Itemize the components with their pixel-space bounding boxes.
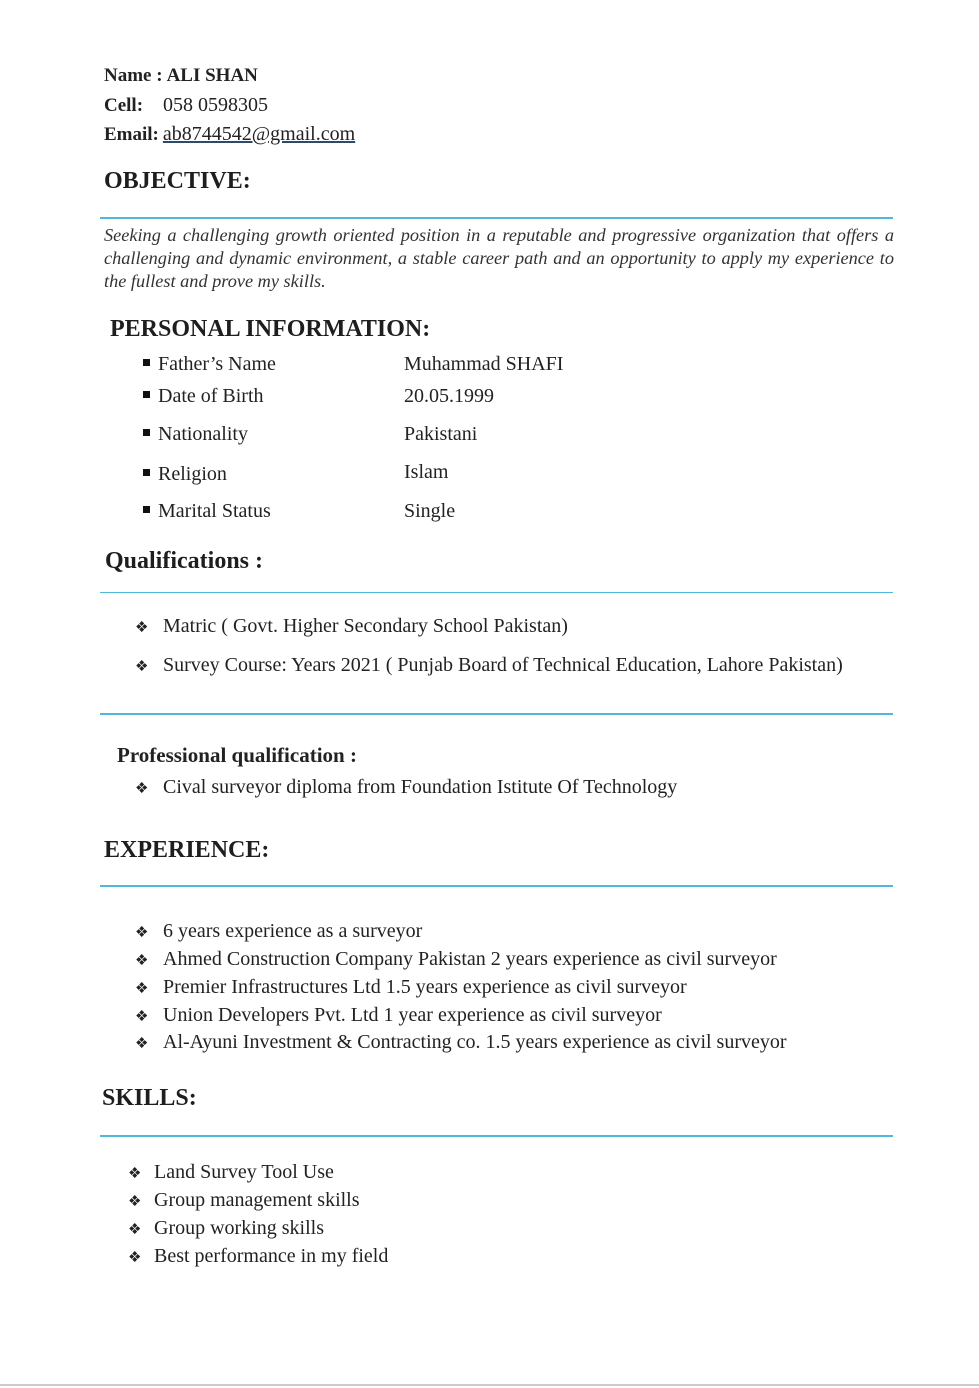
diamond-bullet-icon: ❖: [135, 1036, 149, 1052]
list-item: [128, 1245, 388, 1268]
list-item: [128, 1217, 324, 1240]
item-text: Al-Ayuni Investment & Contracting co. 1.5 years experience as civil surveyor: [163, 1031, 787, 1053]
square-bullet-icon: [143, 506, 150, 513]
cell-value: 058 0598305: [163, 94, 269, 116]
field-value: Muhammad SHAFI: [404, 353, 564, 375]
list-item: [143, 463, 227, 486]
diamond-bullet-icon: ❖: [135, 781, 149, 797]
item-text: 6 years experience as a surveyor: [163, 920, 423, 942]
list-item: [143, 500, 271, 523]
diamond-bullet-icon: ❖: [135, 953, 149, 969]
experience-heading: EXPERIENCE:: [104, 837, 270, 863]
list-item: [135, 615, 568, 638]
item-text: Group working skills: [154, 1217, 324, 1239]
field-label: Father’s Name: [158, 353, 276, 375]
list-item: [128, 1189, 360, 1212]
diamond-bullet-icon: ❖: [128, 1250, 142, 1266]
item-text: Best performance in my field: [154, 1245, 389, 1267]
personal-heading: PERSONAL INFORMATION:: [110, 316, 431, 342]
diamond-bullet-icon: ❖: [135, 659, 149, 675]
field-value: Islam: [404, 461, 449, 483]
name-line: [104, 65, 258, 87]
item-text: Union Developers Pvt. Ltd 1 year experience as civil surveyor: [163, 1004, 662, 1026]
list-item: [135, 1004, 662, 1027]
divider: [100, 1135, 893, 1137]
item-text: Matric ( Govt. Higher Secondary School Pakistan): [163, 615, 568, 637]
email-line: [104, 123, 361, 146]
divider: [100, 885, 893, 887]
diamond-bullet-icon: ❖: [128, 1166, 142, 1182]
list-item: [135, 1031, 787, 1054]
diamond-bullet-icon: ❖: [128, 1222, 142, 1238]
name-label: Name :: [104, 65, 163, 86]
list-item: [135, 976, 687, 999]
list-item: [135, 776, 677, 799]
square-bullet-icon: [143, 359, 150, 366]
diamond-bullet-icon: ❖: [135, 1009, 149, 1025]
item-text: Cival surveyor diploma from Foundation Istitute Of Technology: [163, 776, 678, 798]
field-value: Pakistani: [404, 423, 478, 445]
field-label: Nationality: [158, 423, 248, 445]
cell-label: Cell:: [104, 95, 144, 116]
item-text: Survey Course: Years 2021 ( Punjab Board of Technical Education, Lahore Pakistan): [163, 654, 843, 676]
professional-heading: Professional qualification :: [117, 743, 357, 767]
email-label: Email:: [104, 124, 159, 145]
field-value: 20.05.1999: [404, 385, 494, 407]
objective-text: Seeking a challenging growth oriented position in a reputable and progressive organization that offers a challenging and dynamic environment, a stable career path and an opportunity to apply my experience to the fullest and prove my skills.: [104, 225, 894, 291]
square-bullet-icon: [143, 469, 150, 476]
divider: [100, 217, 893, 219]
field-value: Single: [404, 500, 456, 522]
field-label: Marital Status: [158, 500, 271, 522]
objective-heading: OBJECTIVE:: [104, 168, 251, 194]
list-item: [135, 948, 777, 971]
field-label: Religion: [158, 463, 227, 485]
cell-line: [104, 94, 268, 117]
square-bullet-icon: [143, 391, 150, 398]
diamond-bullet-icon: ❖: [135, 925, 149, 941]
qualifications-heading: Qualifications :: [105, 548, 264, 574]
skills-heading: SKILLS:: [102, 1085, 197, 1111]
diamond-bullet-icon: ❖: [135, 981, 149, 997]
diamond-bullet-icon: ❖: [135, 620, 149, 636]
page-bottom-edge: [0, 1384, 979, 1386]
square-bullet-icon: [143, 429, 150, 436]
email-link[interactable]: ab8744542@gmail.com: [162, 123, 356, 145]
divider: [100, 713, 893, 715]
list-item: [143, 423, 248, 446]
divider: [100, 592, 893, 593]
list-item: [143, 353, 276, 376]
item-text: Land Survey Tool Use: [154, 1161, 334, 1183]
list-item: [143, 385, 264, 408]
diamond-bullet-icon: ❖: [128, 1194, 142, 1210]
list-item: [135, 920, 422, 943]
item-text: Premier Infrastructures Ltd 1.5 years experience as civil surveyor: [163, 976, 687, 998]
name-value: ALI SHAN: [166, 65, 258, 86]
field-label: Date of Birth: [158, 385, 264, 407]
list-item: [135, 654, 843, 677]
list-item: [128, 1161, 334, 1184]
item-text: Group management skills: [154, 1189, 360, 1211]
item-text: Ahmed Construction Company Pakistan 2 years experience as civil surveyor: [163, 948, 777, 970]
